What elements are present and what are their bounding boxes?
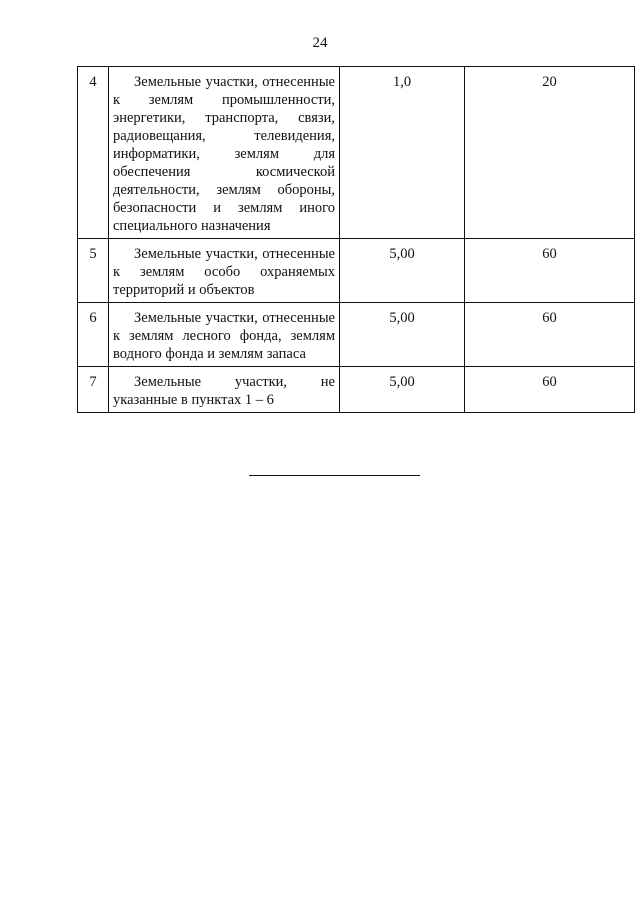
table-row xyxy=(78,239,635,303)
row-number: 7 xyxy=(78,367,109,413)
row-description-text: Земельные участки, отнесенные к землям особо охраняемых территорий и объектов xyxy=(113,246,335,298)
row-description xyxy=(109,367,340,413)
row-number: 6 xyxy=(78,303,109,367)
land-plot-table xyxy=(77,66,635,413)
row-description-text: Земельные участки, отнесенные к землям промышленности, энергетики, транспорта, связи, радиовещания, телевидения, информатики, землям для обеспечения космической деятельности, землям обороны, безопасности и землям иного специального назначения xyxy=(113,74,335,234)
row-number: 4 xyxy=(78,67,109,239)
row-value: 20 xyxy=(465,67,635,239)
row-value: 60 xyxy=(465,303,635,367)
row-number: 5 xyxy=(78,239,109,303)
row-description xyxy=(109,239,340,303)
closing-rule xyxy=(249,475,420,476)
row-description xyxy=(109,67,340,239)
table-row xyxy=(78,303,635,367)
row-value: 60 xyxy=(465,239,635,303)
table-row xyxy=(78,367,635,413)
row-description-text: Земельные участки, не указанные в пунктах 1 – 6 xyxy=(113,374,335,408)
page-number: 24 xyxy=(312,35,328,51)
row-rate: 5,00 xyxy=(340,367,465,413)
row-rate: 5,00 xyxy=(340,239,465,303)
row-rate: 1,0 xyxy=(340,67,465,239)
row-description xyxy=(109,303,340,367)
table-row xyxy=(78,67,635,239)
row-description-text: Земельные участки, отнесенные к землям лесного фонда, землям водного фонда и землям запаса xyxy=(113,310,335,362)
row-rate: 5,00 xyxy=(340,303,465,367)
row-value: 60 xyxy=(465,367,635,413)
